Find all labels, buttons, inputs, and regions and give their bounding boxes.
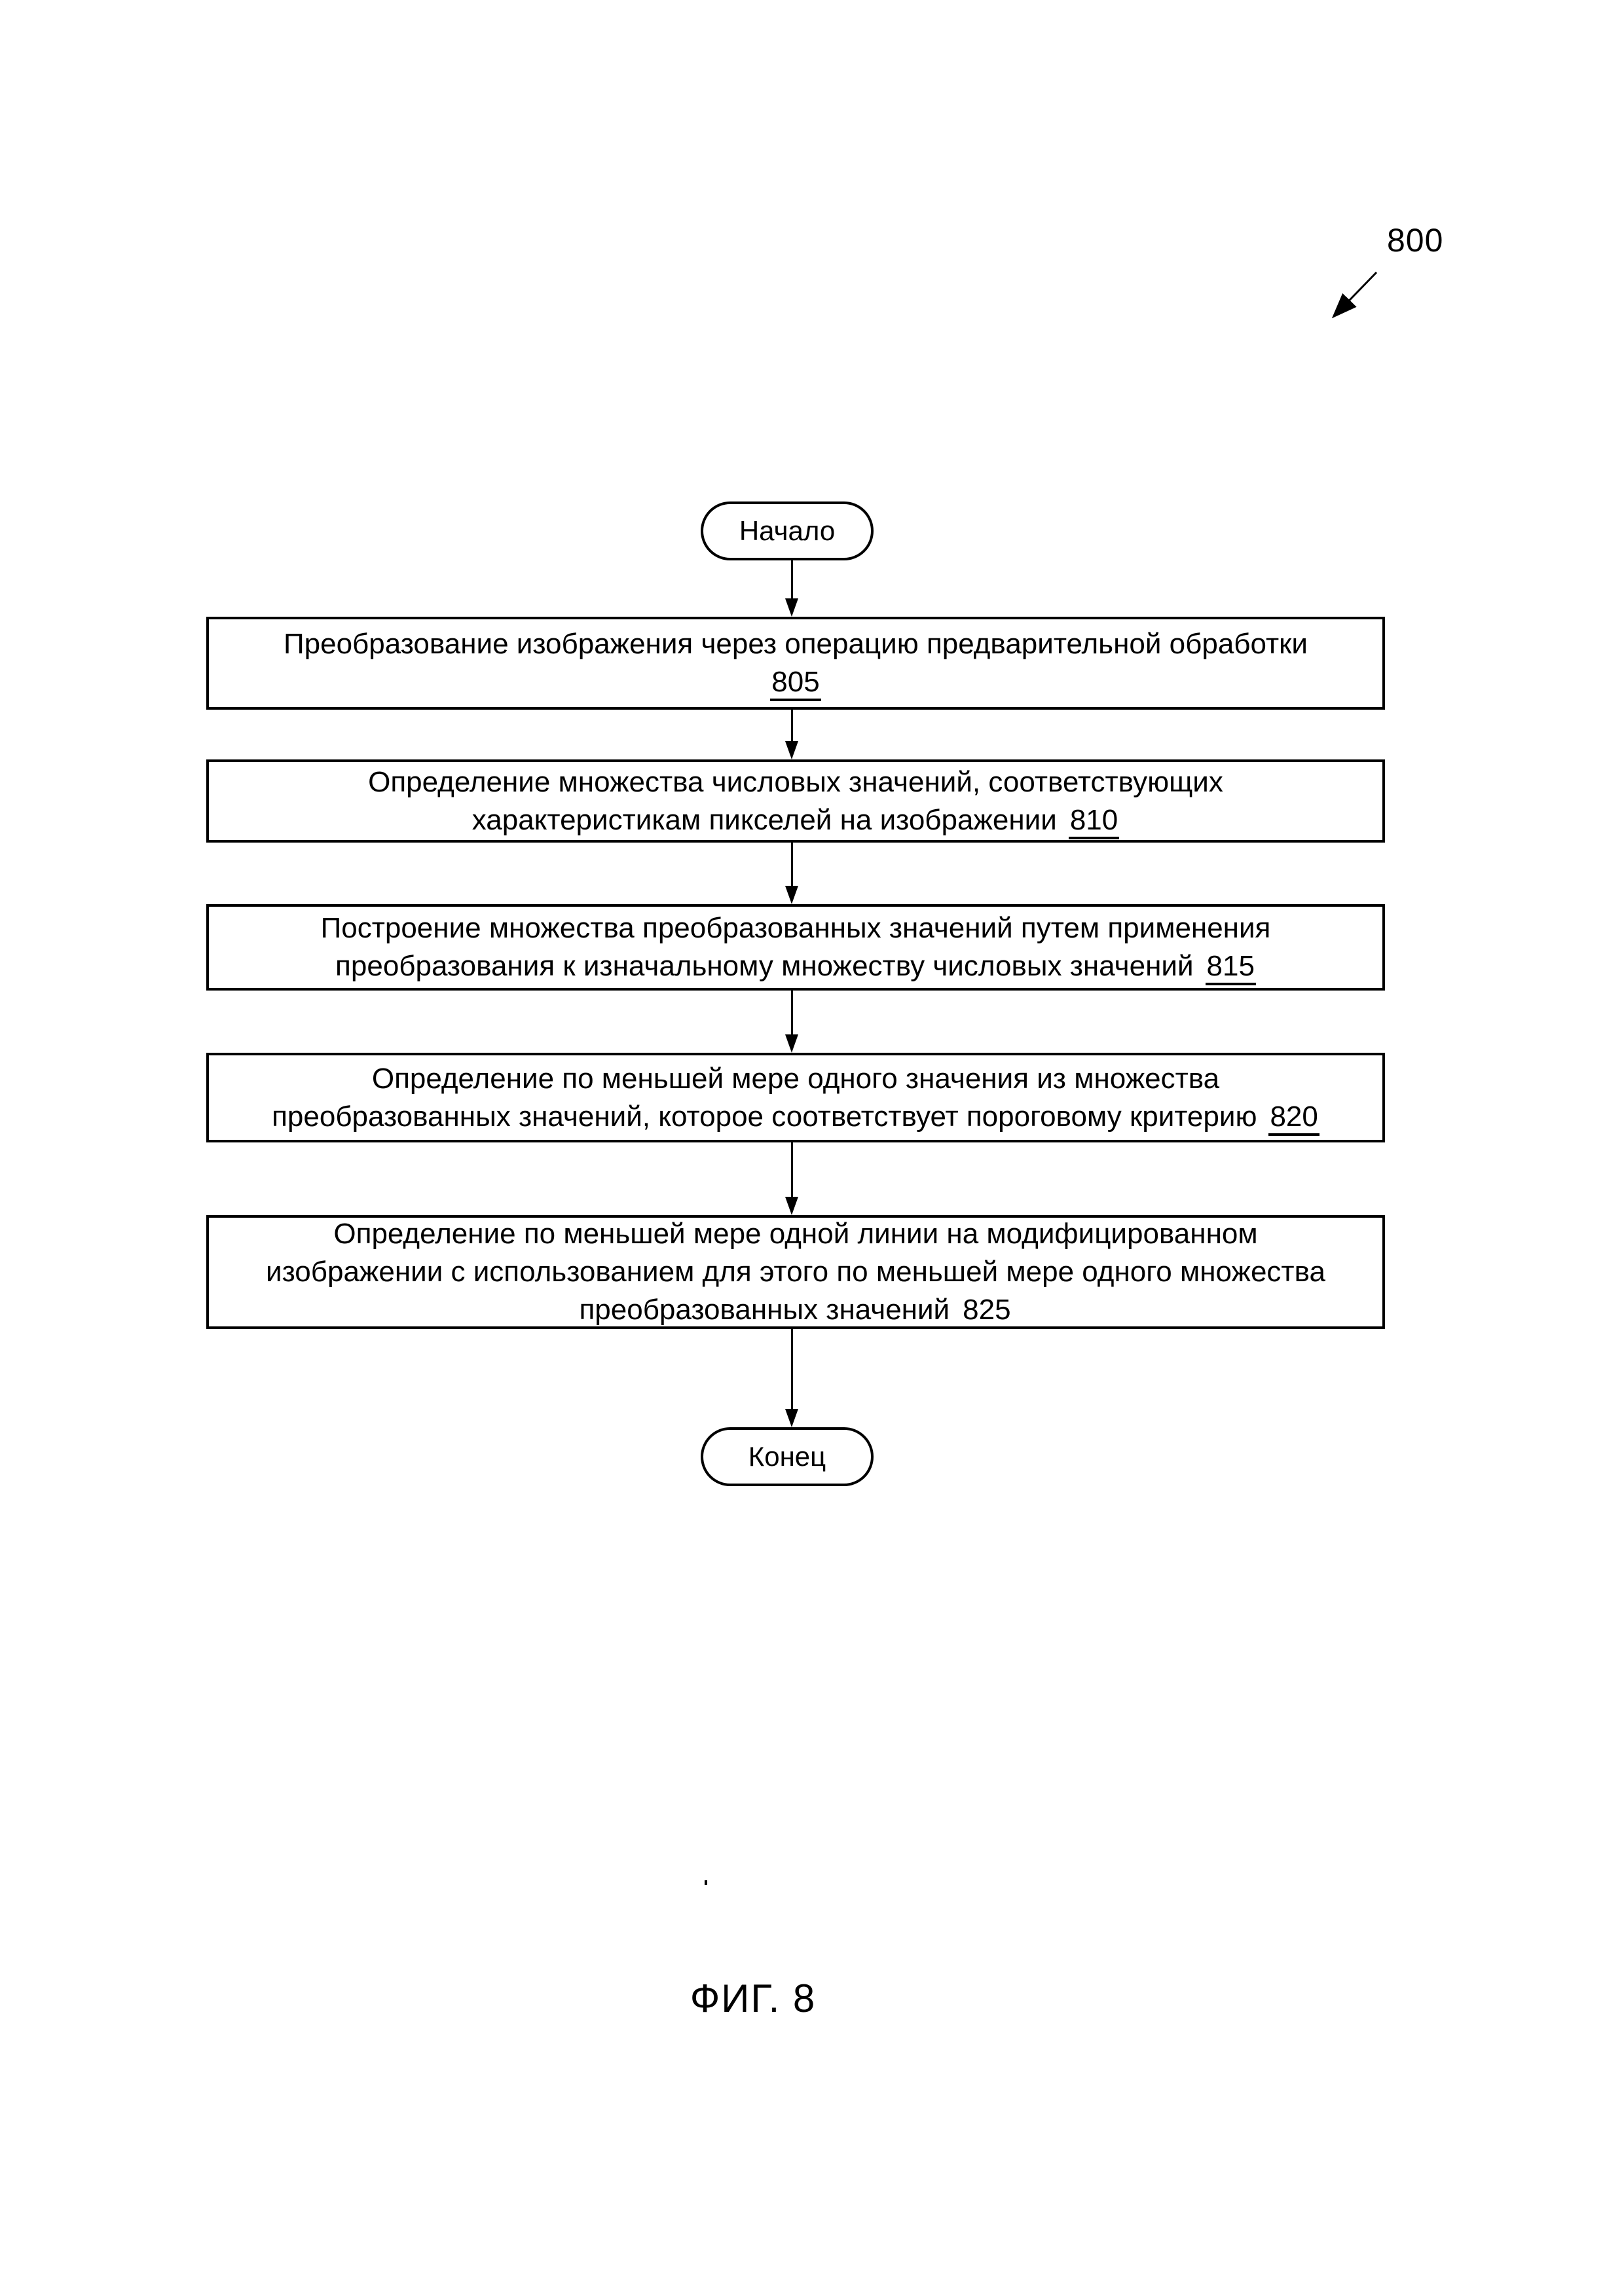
step-line: Преобразование изображения через операцию предварительной обработки	[284, 628, 1308, 660]
connector-line	[791, 1142, 793, 1197]
step-line: характеристикам пикселей на изображении	[471, 803, 1057, 836]
arrowhead-icon	[785, 1197, 798, 1215]
connector-line	[791, 1329, 793, 1409]
connector-arrow-4	[784, 991, 800, 1053]
arrowhead-icon	[785, 741, 798, 759]
flow-step-805	[206, 617, 1385, 710]
step-line: преобразованных значений, которое соответствует пороговому критерию	[272, 1100, 1257, 1133]
figure-caption: ФИГ. 8	[690, 1977, 817, 2020]
step-text	[222, 1215, 1369, 1329]
connector-line	[791, 843, 793, 886]
connector-arrow-1	[784, 560, 800, 617]
flow-step-815	[206, 904, 1385, 991]
connector-arrow-2	[784, 710, 800, 759]
step-ref-number: 820	[1268, 1101, 1319, 1136]
figure-ref-arrow-icon	[1310, 261, 1395, 339]
end-terminal	[701, 1427, 874, 1486]
step-text	[222, 1060, 1369, 1136]
step-text	[222, 763, 1369, 839]
connector-arrow-5	[784, 1142, 800, 1215]
flow-step-825	[206, 1215, 1385, 1329]
arrowhead-icon	[785, 1409, 798, 1427]
step-line: преобразованных значений	[579, 1294, 950, 1326]
connector-line	[791, 710, 793, 741]
step-ref-number: 810	[1069, 805, 1119, 839]
connector-arrow-3	[784, 843, 800, 904]
step-line: Определение по меньшей мере одной линии на модифицированном	[333, 1218, 1258, 1250]
step-line: Построение множества преобразованных значений путем применения	[320, 912, 1271, 944]
step-ref-number: 815	[1206, 951, 1256, 985]
step-line: Определение множества числовых значений, соответствующих	[368, 765, 1223, 798]
step-text	[222, 625, 1369, 701]
step-line: изображении с использованием для этого по меньшей мере одного множества	[266, 1256, 1325, 1288]
arrowhead-icon	[785, 1034, 798, 1053]
end-terminal-label: Конец	[748, 1441, 826, 1472]
arrowhead-icon	[785, 598, 798, 617]
step-line: Определение по меньшей мере одного значения из множества	[371, 1062, 1220, 1095]
step-line: преобразования к изначальному множеству числовых значений	[335, 950, 1194, 982]
scan-artifact-dot	[705, 1880, 707, 1885]
start-terminal	[701, 501, 874, 560]
step-ref-number: 825	[961, 1294, 1012, 1329]
step-ref-number: 805	[770, 666, 821, 701]
step-text	[222, 909, 1369, 985]
flow-step-810	[206, 759, 1385, 843]
figure-ref-number: 800	[1387, 222, 1444, 259]
connector-line	[791, 560, 793, 598]
connector-arrow-6	[784, 1329, 800, 1427]
arrowhead-icon	[785, 886, 798, 904]
connector-line	[791, 991, 793, 1034]
start-terminal-label: Начало	[739, 515, 836, 546]
flow-step-820	[206, 1053, 1385, 1142]
